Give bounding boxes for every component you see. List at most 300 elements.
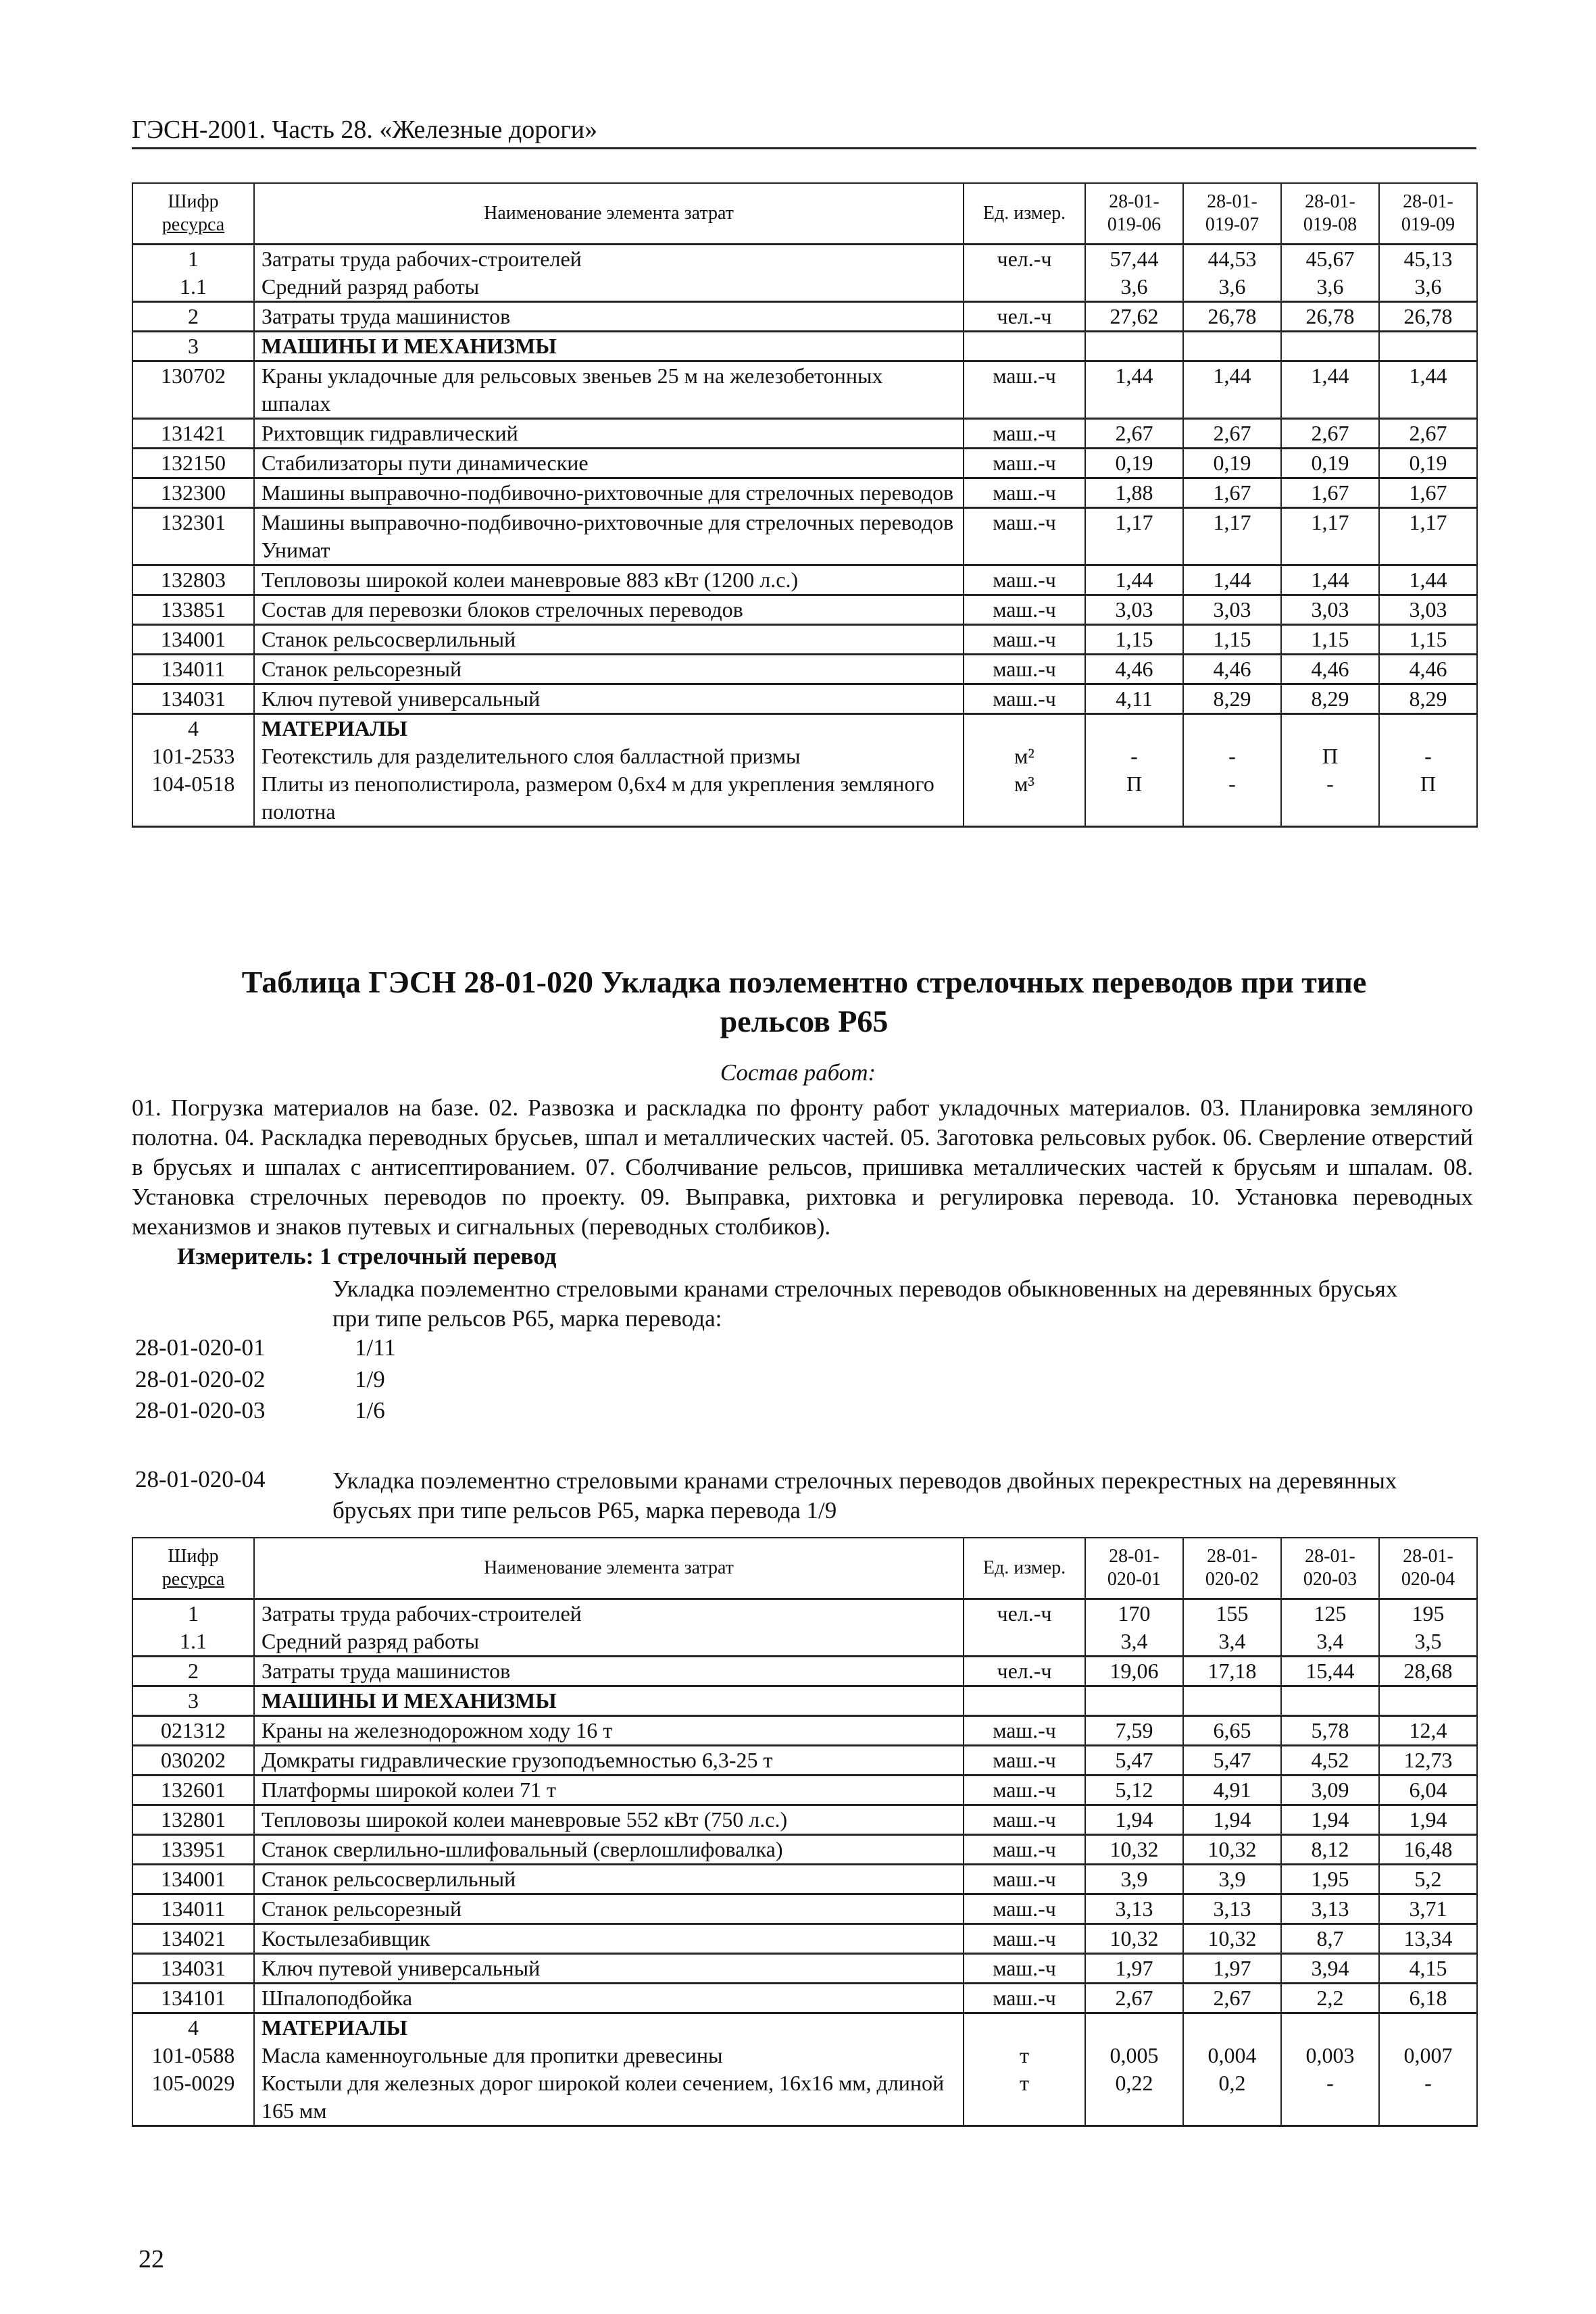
resource-name: Платформы широкой колеи 71 т	[254, 1776, 964, 1805]
table-row	[132, 478, 1477, 508]
resource-unit: маш.-ч	[964, 1805, 1085, 1835]
resource-value: 3,5	[1379, 1628, 1477, 1657]
variant-code: 28-01-020-01	[135, 1334, 266, 1361]
resource-value: 4,46	[1281, 655, 1379, 684]
resource-value: 1,94	[1281, 1805, 1379, 1835]
resource-name: МАШИНЫ И МЕХАНИЗМЫ	[254, 332, 964, 361]
resource-unit: чел.-ч	[964, 245, 1085, 274]
resource-code: 132601	[132, 1776, 254, 1805]
resource-value: 19,06	[1085, 1657, 1183, 1686]
resource-value	[1379, 332, 1477, 361]
header-col-2: 28-01- 019-07	[1183, 183, 1281, 245]
resource-unit	[964, 1628, 1085, 1657]
resource-code: 134001	[132, 1865, 254, 1894]
resource-code: 134031	[132, 684, 254, 714]
resource-value	[1085, 2013, 1183, 2042]
resource-name: Краны укладочные для рельсовых звеньев 25 м на железобетонных шпалах	[254, 361, 964, 419]
resource-table-020	[132, 1537, 1478, 2127]
table-title-line-2: рельсов Р65	[720, 1004, 889, 1038]
resource-unit: маш.-ч	[964, 478, 1085, 508]
resource-unit: чел.-ч	[964, 1599, 1085, 1628]
resource-unit: маш.-ч	[964, 1924, 1085, 1954]
resource-value: 2,67	[1379, 419, 1477, 449]
resource-value: 125	[1281, 1599, 1379, 1628]
resource-name: Геотекстиль для разделительного слоя балластной призмы	[254, 743, 964, 770]
resource-value: 0,19	[1379, 449, 1477, 478]
resource-value: 1,44	[1183, 361, 1281, 419]
resource-value: 1,44	[1281, 565, 1379, 595]
resource-code: 132301	[132, 508, 254, 565]
resource-value: 0,007	[1379, 2042, 1477, 2069]
resource-unit	[964, 332, 1085, 361]
resource-value: -	[1379, 2069, 1477, 2126]
resource-value	[1281, 2013, 1379, 2042]
resource-value: 2,2	[1281, 1984, 1379, 2013]
resource-value: -	[1183, 770, 1281, 827]
resource-value: 0,005	[1085, 2042, 1183, 2069]
resource-code: 101-2533	[132, 743, 254, 770]
resource-name: Затраты труда рабочих-строителей	[254, 245, 964, 274]
table-row	[132, 1686, 1477, 1716]
resource-value: 1,15	[1379, 625, 1477, 655]
resource-name: Средний разряд работы	[254, 273, 964, 302]
resource-value: 2,67	[1183, 1984, 1281, 2013]
resource-code: 2	[132, 1657, 254, 1686]
resource-value: 4,11	[1085, 684, 1183, 714]
resource-unit: маш.-ч	[964, 361, 1085, 419]
variant-code: 28-01-020-03	[135, 1397, 266, 1424]
table-row	[132, 1894, 1477, 1924]
resource-value: 3,09	[1281, 1776, 1379, 1805]
resource-value: 1,17	[1379, 508, 1477, 565]
resource-value: П	[1379, 770, 1477, 827]
resource-code: 134031	[132, 1954, 254, 1984]
resource-value	[1183, 332, 1281, 361]
resource-value: 3,4	[1085, 1628, 1183, 1657]
table-row	[132, 2013, 1477, 2042]
resource-value: 3,13	[1085, 1894, 1183, 1924]
resource-name: Затраты труда машинистов	[254, 1657, 964, 1686]
resource-value: 195	[1379, 1599, 1477, 1628]
resource-unit: маш.-ч	[964, 449, 1085, 478]
resource-value: -	[1085, 743, 1183, 770]
resource-unit: маш.-ч	[964, 625, 1085, 655]
table-header-row	[132, 183, 1477, 245]
resource-value: 3,03	[1281, 595, 1379, 625]
resource-code: 134101	[132, 1984, 254, 2013]
resource-unit: чел.-ч	[964, 302, 1085, 332]
resource-value: 3,13	[1281, 1894, 1379, 1924]
resource-name: МАШИНЫ И МЕХАНИЗМЫ	[254, 1686, 964, 1716]
resource-value: 1,94	[1379, 1805, 1477, 1835]
resource-code: 132300	[132, 478, 254, 508]
resource-value: 4,46	[1183, 655, 1281, 684]
resource-value	[1379, 714, 1477, 743]
header-divider	[132, 147, 1476, 149]
resource-value: 1,88	[1085, 478, 1183, 508]
resource-value: 1,44	[1379, 361, 1477, 419]
resource-name: Машины выправочно-подбивочно-рихтовочные для стрелочных переводов	[254, 478, 964, 508]
resource-value: 12,4	[1379, 1716, 1477, 1746]
resource-value	[1281, 332, 1379, 361]
resource-value: 5,12	[1085, 1776, 1183, 1805]
resource-value	[1281, 714, 1379, 743]
resource-value: 10,32	[1183, 1924, 1281, 1954]
resource-code: 1	[132, 245, 254, 274]
header-code: Шифр ресурса	[132, 183, 254, 245]
resource-unit: м²	[964, 743, 1085, 770]
resource-unit: маш.-ч	[964, 565, 1085, 595]
resource-value: 5,47	[1183, 1746, 1281, 1776]
composition-label: Состав работ:	[720, 1059, 876, 1086]
page-number: 22	[139, 2245, 164, 2273]
table-title	[135, 963, 1473, 1041]
resource-value	[1183, 714, 1281, 743]
resource-value: 1,95	[1281, 1865, 1379, 1894]
resource-value: 8,12	[1281, 1835, 1379, 1865]
resource-value: 26,78	[1183, 302, 1281, 332]
resource-value: 57,44	[1085, 245, 1183, 274]
resource-value: 2,67	[1183, 419, 1281, 449]
resource-code: 030202	[132, 1746, 254, 1776]
resource-value: 0,004	[1183, 2042, 1281, 2069]
resource-value: 3,03	[1085, 595, 1183, 625]
resource-value: 8,7	[1281, 1924, 1379, 1954]
resource-value: 1,44	[1379, 565, 1477, 595]
header-unit: Ед. измер.	[964, 183, 1085, 245]
resource-code: 132150	[132, 449, 254, 478]
resource-value: 16,48	[1379, 1835, 1477, 1865]
header-col-3: 28-01- 020-03	[1281, 1538, 1379, 1599]
variant-4-description: Укладка поэлементно стреловыми кранами стрелочных переводов двойных перекрестных на деревянных брусьях при типе рельсов Р65, марка перевода 1/9	[332, 1467, 1397, 1524]
resource-value: 4,46	[1085, 655, 1183, 684]
resource-name: Краны на железнодорожном ходу 16 т	[254, 1716, 964, 1746]
table-row	[132, 449, 1477, 478]
resource-code: 104-0518	[132, 770, 254, 827]
resource-code: 134001	[132, 625, 254, 655]
header-unit: Ед. измер.	[964, 1538, 1085, 1599]
resource-value: 155	[1183, 1599, 1281, 1628]
header-col-2: 28-01- 020-02	[1183, 1538, 1281, 1599]
resource-table-019	[132, 182, 1478, 828]
table-row	[132, 508, 1477, 565]
resource-value: 26,78	[1281, 302, 1379, 332]
resource-value: 3,9	[1183, 1865, 1281, 1894]
variant-value: 1/11	[355, 1334, 396, 1361]
resource-value: 4,52	[1281, 1746, 1379, 1776]
resource-value: 3,9	[1085, 1865, 1183, 1894]
table-row	[132, 714, 1477, 743]
resource-code: 134011	[132, 1894, 254, 1924]
resource-unit	[964, 1686, 1085, 1716]
resource-unit: маш.-ч	[964, 655, 1085, 684]
resource-name: Масла каменноугольные для пропитки древесины	[254, 2042, 964, 2069]
resource-value: 45,13	[1379, 245, 1477, 274]
resource-value: 45,67	[1281, 245, 1379, 274]
resource-unit: м³	[964, 770, 1085, 827]
variant-intro: Укладка поэлементно стреловыми кранами стрелочных переводов обыкновенных на деревянных брусьях при типе рельсов Р65, марка перевода:	[332, 1276, 1398, 1332]
resource-value: 10,32	[1085, 1835, 1183, 1865]
resource-value	[1379, 1686, 1477, 1716]
resource-name: Станок рельсосверлильный	[254, 1865, 964, 1894]
composition-text: 01. Погрузка материалов на базе. 02. Развозка и раскладка по фронту работ укладочных материалов. 03. Планировка земляного полотна. 04. Раскладка переводных брусьев, шпал и металлических частей. 05. Заготовка рельсовых рубок. 06. Сверление отверстий в брусьях и шпалах с антисептированием. 07. Сболчивание рельсов, пришивка металлических частей к брусьям и шпалам. 08. Установка стрелочных переводов по проекту. 09. Выправка, рихтовка и регулировка перевода. 10. Установка переводных механизмов и знаков путевых и сигнальных (переводных столбиков).	[132, 1095, 1473, 1240]
resource-name: Тепловозы широкой колеи маневровые 552 кВт (750 л.с.)	[254, 1805, 964, 1835]
resource-code: 134021	[132, 1924, 254, 1954]
resource-name: Домкраты гидравлические грузоподъемностью 6,3-25 т	[254, 1746, 964, 1776]
table-title-line-1: Таблица ГЭСН 28-01-020 Укладка поэлементно стрелочных переводов при типе	[241, 965, 1367, 999]
resource-value: 1,15	[1183, 625, 1281, 655]
resource-value: 8,29	[1379, 684, 1477, 714]
resource-code: 133851	[132, 595, 254, 625]
table-row	[132, 1954, 1477, 1984]
resource-value: 0,19	[1281, 449, 1379, 478]
resource-value: 0,003	[1281, 2042, 1379, 2069]
table-row	[132, 302, 1477, 332]
resource-value: 1,15	[1085, 625, 1183, 655]
resource-value: 1,44	[1183, 565, 1281, 595]
table-row	[132, 2069, 1477, 2126]
table-header-row	[132, 1538, 1477, 1599]
resource-name: Плиты из пенополистирола, размером 0,6х4 м для укрепления земляного полотна	[254, 770, 964, 827]
resource-code: 134011	[132, 655, 254, 684]
resource-value: 3,13	[1183, 1894, 1281, 1924]
resource-value: 1,44	[1085, 565, 1183, 595]
resource-value: 3,94	[1281, 1954, 1379, 1984]
resource-value: 8,29	[1281, 684, 1379, 714]
resource-value: 1,15	[1281, 625, 1379, 655]
resource-value: 1,94	[1085, 1805, 1183, 1835]
resource-unit: маш.-ч	[964, 1954, 1085, 1984]
resource-unit: маш.-ч	[964, 1865, 1085, 1894]
resource-code: 133951	[132, 1835, 254, 1865]
resource-value: 1,97	[1085, 1954, 1183, 1984]
resource-value: П	[1085, 770, 1183, 827]
resource-name: Шпалоподбойка	[254, 1984, 964, 2013]
resource-value: 1,94	[1183, 1805, 1281, 1835]
resource-value: 5,78	[1281, 1716, 1379, 1746]
resource-value: 1,97	[1183, 1954, 1281, 1984]
variant-code: 28-01-020-02	[135, 1366, 266, 1392]
resource-code: 130702	[132, 361, 254, 419]
resource-value: 3,6	[1379, 273, 1477, 302]
resource-unit: маш.-ч	[964, 1835, 1085, 1865]
resource-code: 3	[132, 332, 254, 361]
resource-code: 3	[132, 1686, 254, 1716]
resource-code: 1.1	[132, 273, 254, 302]
resource-value: 6,04	[1379, 1776, 1477, 1805]
table-row	[132, 1716, 1477, 1746]
resource-value: 3,03	[1183, 595, 1281, 625]
resource-value: 4,46	[1379, 655, 1477, 684]
resource-unit: маш.-ч	[964, 1984, 1085, 2013]
resource-value: 3,71	[1379, 1894, 1477, 1924]
resource-name: Машины выправочно-подбивочно-рихтовочные для стрелочных переводов Унимат	[254, 508, 964, 565]
resource-value: 6,65	[1183, 1716, 1281, 1746]
resource-name: Средний разряд работы	[254, 1628, 964, 1657]
resource-code: 4	[132, 2013, 254, 2042]
resource-value	[1183, 2013, 1281, 2042]
resource-unit: чел.-ч	[964, 1657, 1085, 1686]
resource-value: 1,67	[1281, 478, 1379, 508]
resource-name: Ключ путевой универсальный	[254, 684, 964, 714]
resource-code: 105-0029	[132, 2069, 254, 2126]
variant-value: 1/9	[355, 1366, 385, 1392]
resource-unit: маш.-ч	[964, 595, 1085, 625]
resource-value: 5,47	[1085, 1746, 1183, 1776]
resource-value: 170	[1085, 1599, 1183, 1628]
resource-code: 4	[132, 714, 254, 743]
resource-value: 3,6	[1183, 273, 1281, 302]
header-col-1: 28-01- 019-06	[1085, 183, 1183, 245]
resource-value: 1,44	[1085, 361, 1183, 419]
resource-value: 1,17	[1085, 508, 1183, 565]
variant-code: 28-01-020-04	[135, 1466, 266, 1492]
table-row	[132, 1776, 1477, 1805]
resource-name: Затраты труда рабочих-строителей	[254, 1599, 964, 1628]
resource-value	[1281, 1686, 1379, 1716]
resource-unit: т	[964, 2042, 1085, 2069]
resource-name: Станок рельсорезный	[254, 655, 964, 684]
table-row	[132, 332, 1477, 361]
header-col-3: 28-01- 019-08	[1281, 183, 1379, 245]
variant-value: 1/6	[355, 1397, 385, 1424]
resource-value: 28,68	[1379, 1657, 1477, 1686]
resource-value: 0,19	[1183, 449, 1281, 478]
resource-value: 13,34	[1379, 1924, 1477, 1954]
resource-value: 6,18	[1379, 1984, 1477, 2013]
table-row	[132, 1805, 1477, 1835]
resource-name: Рихтовщик гидравлический	[254, 419, 964, 449]
resource-name: Станок рельсосверлильный	[254, 625, 964, 655]
resource-value: 10,32	[1183, 1835, 1281, 1865]
table-row	[132, 1657, 1477, 1686]
header-col-1: 28-01- 020-01	[1085, 1538, 1183, 1599]
resource-unit: маш.-ч	[964, 508, 1085, 565]
resource-value: 3,4	[1281, 1628, 1379, 1657]
resource-value: 7,59	[1085, 1716, 1183, 1746]
resource-code: 021312	[132, 1716, 254, 1746]
table-row	[132, 419, 1477, 449]
table-row	[132, 1924, 1477, 1954]
resource-name: МАТЕРИАЛЫ	[254, 2013, 964, 2042]
resource-value: 3,4	[1183, 1628, 1281, 1657]
resource-value: 0,2	[1183, 2069, 1281, 2126]
header-col-4: 28-01- 019-09	[1379, 183, 1477, 245]
table-row	[132, 361, 1477, 419]
table-row	[132, 743, 1477, 770]
resource-code: 132801	[132, 1805, 254, 1835]
resource-value: 2,67	[1085, 419, 1183, 449]
table-row	[132, 1746, 1477, 1776]
resource-value: -	[1183, 743, 1281, 770]
resource-value: 3,6	[1281, 273, 1379, 302]
resource-value: 10,32	[1085, 1924, 1183, 1954]
resource-value: 8,29	[1183, 684, 1281, 714]
resource-unit	[964, 714, 1085, 743]
resource-value: П	[1281, 743, 1379, 770]
resource-name: Тепловозы широкой колеи маневровые 883 кВт (1200 л.с.)	[254, 565, 964, 595]
resource-code: 2	[132, 302, 254, 332]
table-row	[132, 2042, 1477, 2069]
resource-value	[1085, 332, 1183, 361]
resource-value: 0,19	[1085, 449, 1183, 478]
resource-value: 3,03	[1379, 595, 1477, 625]
resource-unit: маш.-ч	[964, 1746, 1085, 1776]
table-row	[132, 245, 1477, 274]
resource-value	[1379, 2013, 1477, 2042]
resource-value	[1085, 1686, 1183, 1716]
resource-unit: маш.-ч	[964, 419, 1085, 449]
resource-value: 44,53	[1183, 245, 1281, 274]
header-code: Шифр ресурса	[132, 1538, 254, 1599]
resource-value: 1,67	[1379, 478, 1477, 508]
resource-unit: т	[964, 2069, 1085, 2126]
resource-code: 132803	[132, 565, 254, 595]
resource-value	[1085, 714, 1183, 743]
resource-value: 5,2	[1379, 1865, 1477, 1894]
header-name: Наименование элемента затрат	[254, 1538, 964, 1599]
table-row	[132, 770, 1477, 827]
resource-unit: маш.-ч	[964, 1776, 1085, 1805]
resource-value: 2,67	[1085, 1984, 1183, 2013]
table-row	[132, 595, 1477, 625]
table-row	[132, 1865, 1477, 1894]
header-name: Наименование элемента затрат	[254, 183, 964, 245]
resource-value: 0,22	[1085, 2069, 1183, 2126]
table-row	[132, 684, 1477, 714]
resource-code: 1.1	[132, 1628, 254, 1657]
resource-value: 3,6	[1085, 273, 1183, 302]
table-row	[132, 565, 1477, 595]
table-row	[132, 625, 1477, 655]
resource-value: 1,17	[1281, 508, 1379, 565]
resource-name: Костылезабивщик	[254, 1924, 964, 1954]
resource-name: Состав для перевозки блоков стрелочных переводов	[254, 595, 964, 625]
resource-code: 101-0588	[132, 2042, 254, 2069]
resource-value	[1183, 1686, 1281, 1716]
resource-value: -	[1281, 2069, 1379, 2126]
resource-unit	[964, 273, 1085, 302]
resource-code: 1	[132, 1599, 254, 1628]
table-row	[132, 1835, 1477, 1865]
table-row	[132, 273, 1477, 302]
resource-unit: маш.-ч	[964, 1716, 1085, 1746]
running-header: ГЭСН-2001. Часть 28. «Железные дороги»	[132, 116, 598, 144]
resource-value: 4,91	[1183, 1776, 1281, 1805]
resource-unit: маш.-ч	[964, 1894, 1085, 1924]
resource-value: -	[1379, 743, 1477, 770]
resource-value: 27,62	[1085, 302, 1183, 332]
table-row	[132, 1599, 1477, 1628]
resource-value: 12,73	[1379, 1746, 1477, 1776]
resource-value: -	[1281, 770, 1379, 827]
resource-value: 17,18	[1183, 1657, 1281, 1686]
header-col-4: 28-01- 020-04	[1379, 1538, 1477, 1599]
resource-name: Станок рельсорезный	[254, 1894, 964, 1924]
resource-value: 2,67	[1281, 419, 1379, 449]
resource-name: Ключ путевой универсальный	[254, 1954, 964, 1984]
resource-name: Стабилизаторы пути динамические	[254, 449, 964, 478]
resource-code: 131421	[132, 419, 254, 449]
resource-name: МАТЕРИАЛЫ	[254, 714, 964, 743]
table-row	[132, 1984, 1477, 2013]
resource-value: 4,15	[1379, 1954, 1477, 1984]
resource-value: 1,17	[1183, 508, 1281, 565]
resource-name: Станок сверлильно-шлифовальный (сверлошлифовалка)	[254, 1835, 964, 1865]
resource-value: 1,67	[1183, 478, 1281, 508]
resource-unit	[964, 2013, 1085, 2042]
resource-name: Костыли для железных дорог широкой колеи сечением, 16х16 мм, длиной 165 мм	[254, 2069, 964, 2126]
